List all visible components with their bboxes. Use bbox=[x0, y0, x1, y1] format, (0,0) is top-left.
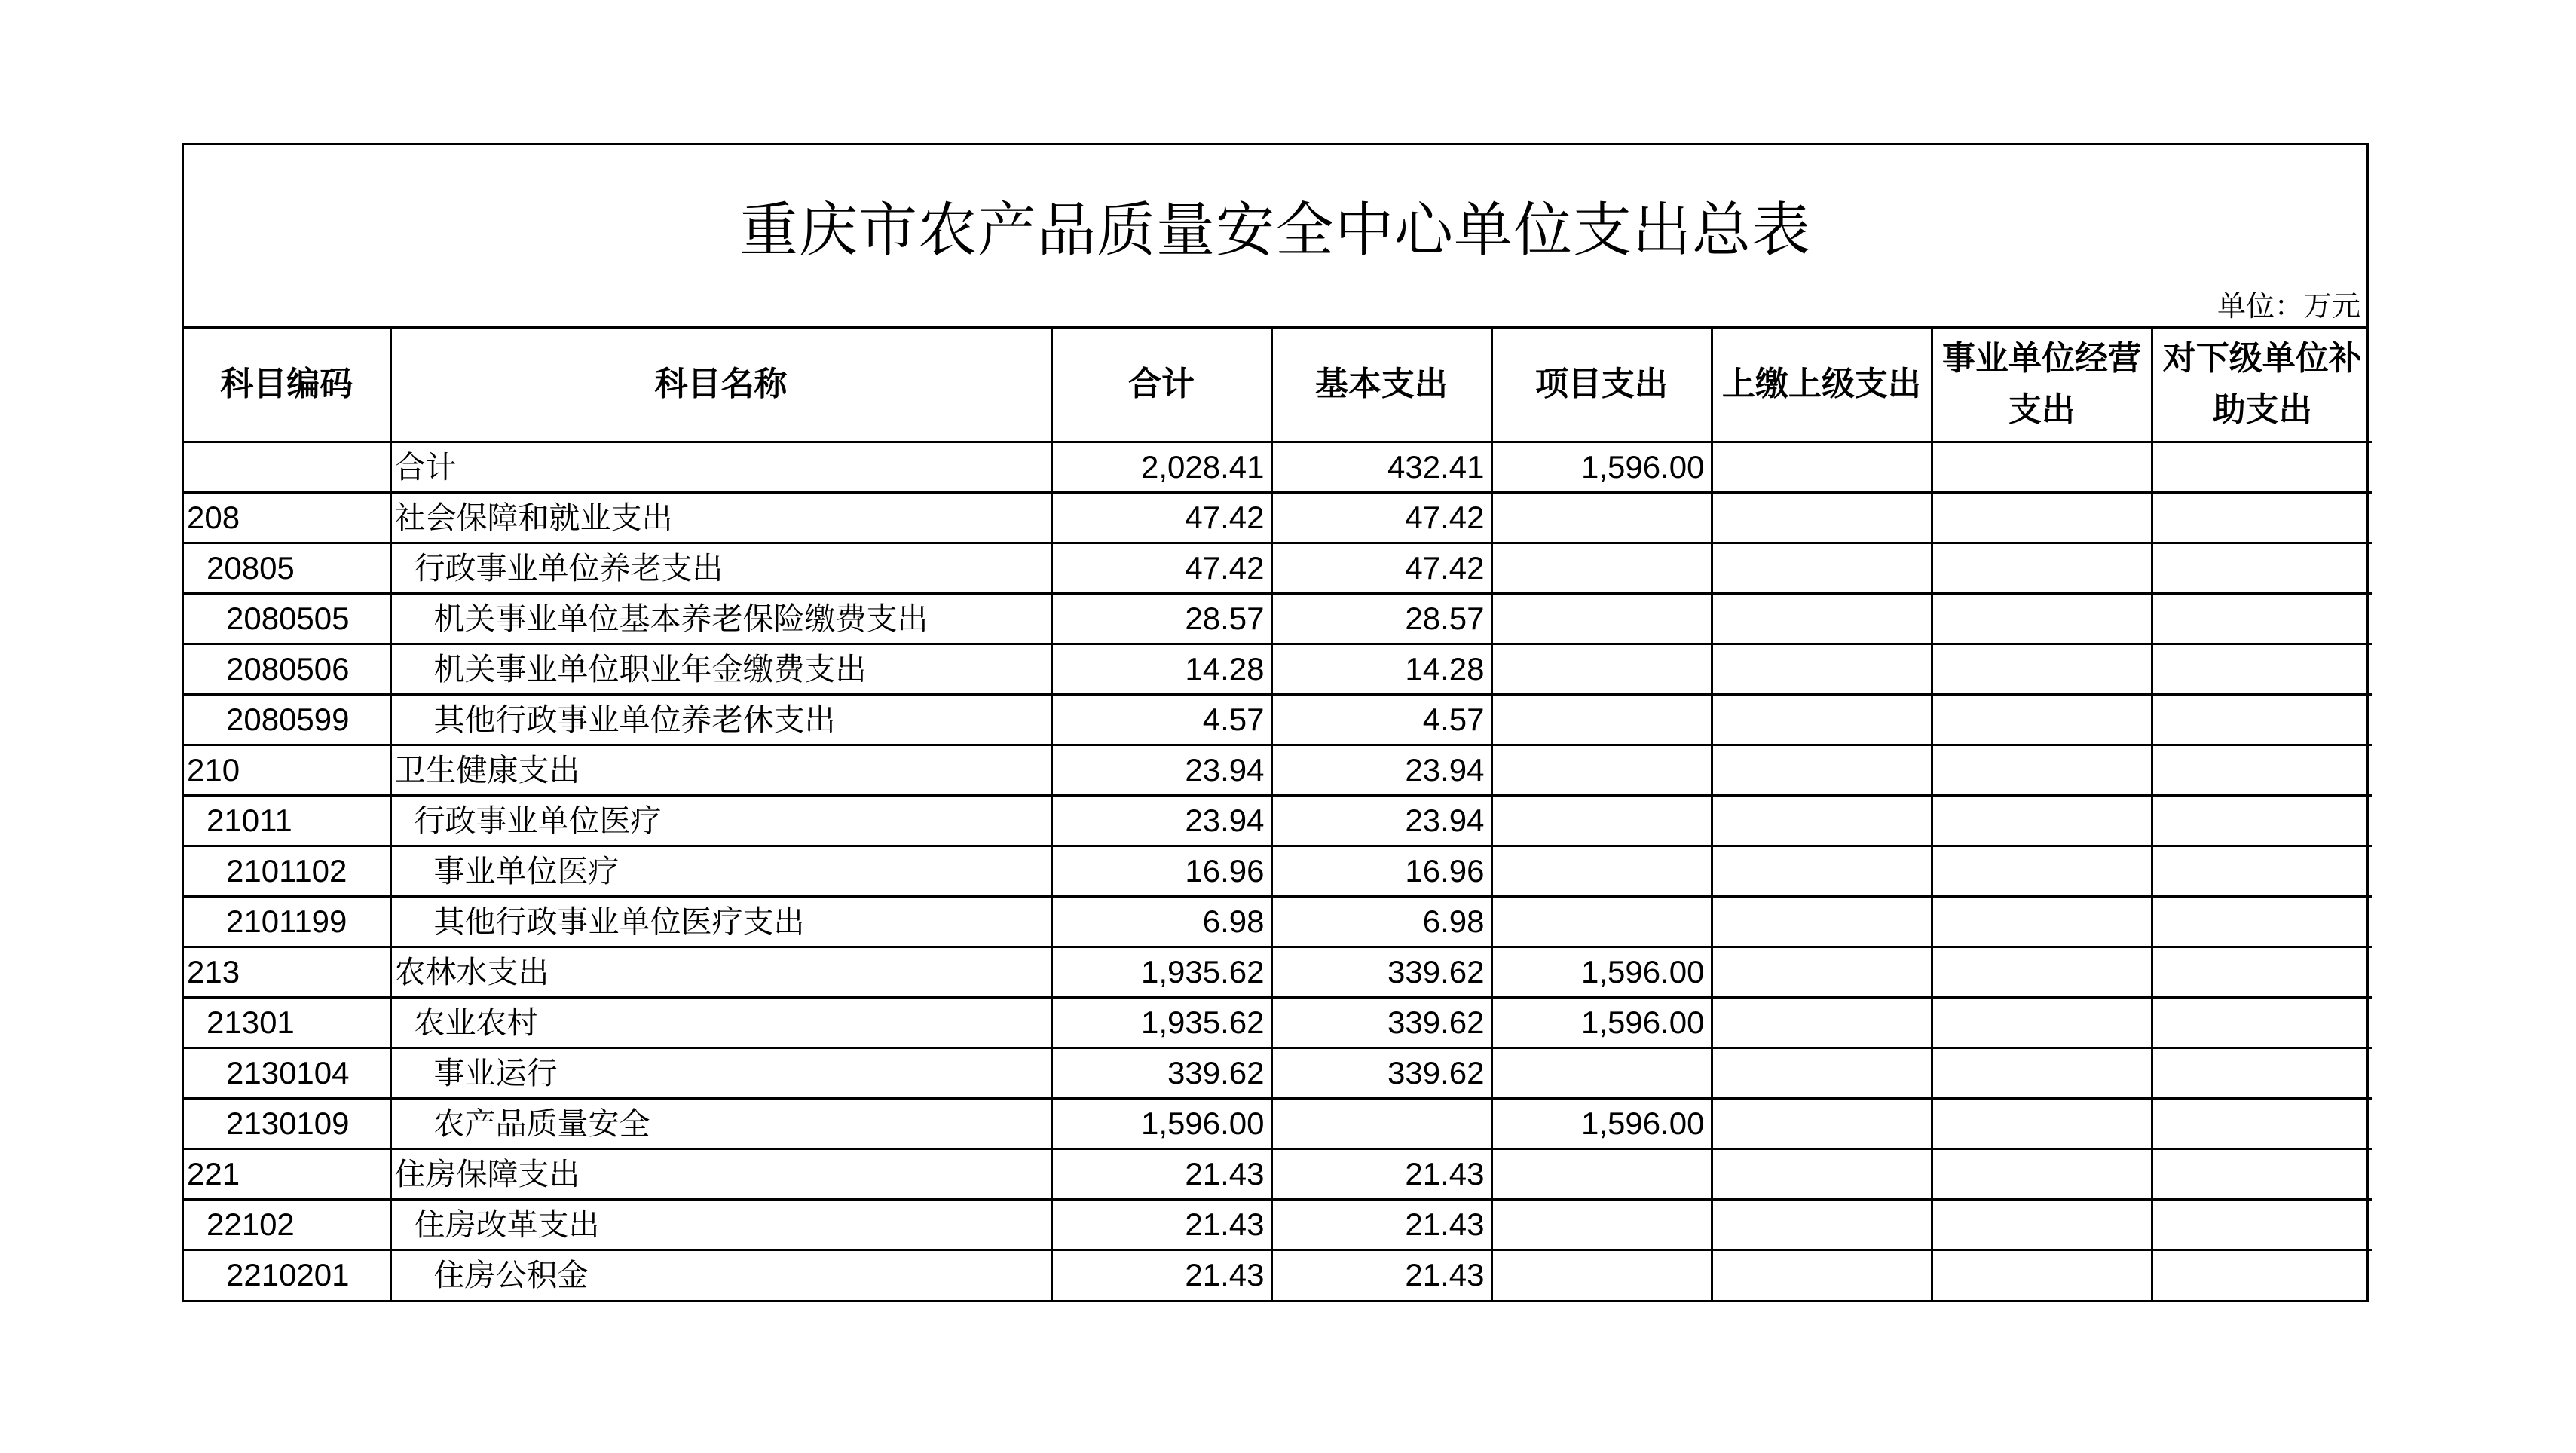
cell-basic: 23.94 bbox=[1271, 795, 1491, 846]
cell-code: 21011 bbox=[184, 795, 390, 846]
cell-code: 21301 bbox=[184, 997, 390, 1048]
cell-name: 行政事业单位医疗 bbox=[390, 795, 1051, 846]
cell-subsidy bbox=[2152, 745, 2372, 795]
column-header-business: 事业单位经营支出 bbox=[1932, 329, 2152, 442]
table-row bbox=[184, 795, 2372, 846]
cell-subsidy bbox=[2152, 1048, 2372, 1098]
cell-upper bbox=[1712, 1149, 1932, 1199]
table-row bbox=[184, 846, 2372, 896]
table-row bbox=[184, 896, 2372, 947]
cell-basic: 47.42 bbox=[1271, 492, 1491, 543]
cell-total: 23.94 bbox=[1051, 745, 1271, 795]
cell-total: 47.42 bbox=[1051, 492, 1271, 543]
cell-project bbox=[1491, 1199, 1712, 1250]
column-header-project: 项目支出 bbox=[1491, 329, 1712, 442]
cell-project bbox=[1491, 492, 1712, 543]
cell-project bbox=[1491, 1048, 1712, 1098]
cell-name: 住房改革支出 bbox=[390, 1199, 1051, 1250]
page-title: 重庆市农产品质量安全中心单位支出总表 bbox=[739, 197, 1811, 265]
cell-name: 住房公积金 bbox=[390, 1250, 1051, 1300]
cell-name: 机关事业单位基本养老保险缴费支出 bbox=[390, 593, 1051, 644]
cell-business bbox=[1932, 795, 2152, 846]
cell-project bbox=[1491, 795, 1712, 846]
cell-name: 机关事业单位职业年金缴费支出 bbox=[390, 644, 1051, 694]
cell-code: 208 bbox=[184, 492, 390, 543]
cell-subsidy bbox=[2152, 947, 2372, 997]
cell-subsidy bbox=[2152, 644, 2372, 694]
cell-project: 1,596.00 bbox=[1491, 1098, 1712, 1149]
table-row bbox=[184, 694, 2372, 745]
cell-project bbox=[1491, 593, 1712, 644]
cell-basic bbox=[1271, 1098, 1491, 1149]
cell-basic: 28.57 bbox=[1271, 593, 1491, 644]
table-row bbox=[184, 745, 2372, 795]
cell-total: 47.42 bbox=[1051, 543, 1271, 593]
cell-upper bbox=[1712, 1199, 1932, 1250]
table-row bbox=[184, 644, 2372, 694]
cell-project: 1,596.00 bbox=[1491, 442, 1712, 492]
cell-upper bbox=[1712, 947, 1932, 997]
cell-project bbox=[1491, 694, 1712, 745]
cell-project: 1,596.00 bbox=[1491, 997, 1712, 1048]
cell-business bbox=[1932, 1250, 2152, 1300]
expenditure-report bbox=[182, 143, 2369, 1302]
cell-business bbox=[1932, 694, 2152, 745]
cell-total: 1,935.62 bbox=[1051, 947, 1271, 997]
cell-code: 2101102 bbox=[184, 846, 390, 896]
cell-upper bbox=[1712, 442, 1932, 492]
cell-name: 社会保障和就业支出 bbox=[390, 492, 1051, 543]
cell-project bbox=[1491, 644, 1712, 694]
cell-business bbox=[1932, 644, 2152, 694]
cell-business bbox=[1932, 947, 2152, 997]
cell-code bbox=[184, 442, 390, 492]
cell-upper bbox=[1712, 1048, 1932, 1098]
cell-code: 2080505 bbox=[184, 593, 390, 644]
cell-code: 2130104 bbox=[184, 1048, 390, 1098]
cell-subsidy bbox=[2152, 997, 2372, 1048]
cell-name: 事业运行 bbox=[390, 1048, 1051, 1098]
cell-code: 2101199 bbox=[184, 896, 390, 947]
cell-total: 1,935.62 bbox=[1051, 997, 1271, 1048]
cell-basic: 47.42 bbox=[1271, 543, 1491, 593]
cell-subsidy bbox=[2152, 694, 2372, 745]
cell-upper bbox=[1712, 694, 1932, 745]
cell-name: 行政事业单位养老支出 bbox=[390, 543, 1051, 593]
expenditure-table bbox=[184, 329, 2372, 1300]
table-row bbox=[184, 947, 2372, 997]
cell-project: 1,596.00 bbox=[1491, 947, 1712, 997]
cell-basic: 16.96 bbox=[1271, 846, 1491, 896]
cell-total: 1,596.00 bbox=[1051, 1098, 1271, 1149]
cell-project bbox=[1491, 896, 1712, 947]
cell-basic: 23.94 bbox=[1271, 745, 1491, 795]
column-header-total: 合计 bbox=[1051, 329, 1271, 442]
table-body bbox=[184, 442, 2372, 1300]
cell-basic: 14.28 bbox=[1271, 644, 1491, 694]
unit-label: 单位：万元 bbox=[2217, 289, 2360, 323]
cell-upper bbox=[1712, 745, 1932, 795]
cell-subsidy bbox=[2152, 896, 2372, 947]
table-row bbox=[184, 1250, 2372, 1300]
cell-upper bbox=[1712, 644, 1932, 694]
cell-business bbox=[1932, 1098, 2152, 1149]
cell-upper bbox=[1712, 795, 1932, 846]
cell-code: 221 bbox=[184, 1149, 390, 1199]
cell-total: 21.43 bbox=[1051, 1149, 1271, 1199]
cell-upper bbox=[1712, 846, 1932, 896]
cell-upper bbox=[1712, 593, 1932, 644]
cell-code: 20805 bbox=[184, 543, 390, 593]
cell-total: 339.62 bbox=[1051, 1048, 1271, 1098]
cell-code: 2080599 bbox=[184, 694, 390, 745]
cell-business bbox=[1932, 442, 2152, 492]
cell-basic: 339.62 bbox=[1271, 997, 1491, 1048]
cell-project bbox=[1491, 543, 1712, 593]
cell-project bbox=[1491, 846, 1712, 896]
cell-basic: 21.43 bbox=[1271, 1250, 1491, 1300]
table-row bbox=[184, 543, 2372, 593]
cell-business bbox=[1932, 492, 2152, 543]
table-row bbox=[184, 1149, 2372, 1199]
table-row bbox=[184, 442, 2372, 492]
column-header-code: 科目编码 bbox=[184, 329, 390, 442]
cell-total: 6.98 bbox=[1051, 896, 1271, 947]
cell-basic: 21.43 bbox=[1271, 1199, 1491, 1250]
cell-upper bbox=[1712, 1250, 1932, 1300]
column-header-subsidy: 对下级单位补助支出 bbox=[2152, 329, 2372, 442]
cell-code: 2080506 bbox=[184, 644, 390, 694]
cell-name: 农产品质量安全 bbox=[390, 1098, 1051, 1149]
cell-subsidy bbox=[2152, 1098, 2372, 1149]
cell-code: 213 bbox=[184, 947, 390, 997]
cell-project bbox=[1491, 745, 1712, 795]
cell-basic: 339.62 bbox=[1271, 1048, 1491, 1098]
cell-name: 卫生健康支出 bbox=[390, 745, 1051, 795]
cell-subsidy bbox=[2152, 1199, 2372, 1250]
cell-upper bbox=[1712, 1098, 1932, 1149]
cell-business bbox=[1932, 1149, 2152, 1199]
table-row bbox=[184, 997, 2372, 1048]
cell-total: 23.94 bbox=[1051, 795, 1271, 846]
cell-code: 2210201 bbox=[184, 1250, 390, 1300]
cell-subsidy bbox=[2152, 1250, 2372, 1300]
cell-code: 2130109 bbox=[184, 1098, 390, 1149]
cell-project bbox=[1491, 1250, 1712, 1300]
cell-business bbox=[1932, 745, 2152, 795]
title-block bbox=[184, 145, 2366, 329]
cell-basic: 21.43 bbox=[1271, 1149, 1491, 1199]
cell-total: 14.28 bbox=[1051, 644, 1271, 694]
cell-name: 其他行政事业单位医疗支出 bbox=[390, 896, 1051, 947]
cell-business bbox=[1932, 593, 2152, 644]
column-header-basic: 基本支出 bbox=[1271, 329, 1491, 442]
cell-total: 28.57 bbox=[1051, 593, 1271, 644]
cell-code: 22102 bbox=[184, 1199, 390, 1250]
cell-subsidy bbox=[2152, 846, 2372, 896]
table-row bbox=[184, 1098, 2372, 1149]
column-header-name: 科目名称 bbox=[390, 329, 1051, 442]
cell-business bbox=[1932, 896, 2152, 947]
cell-subsidy bbox=[2152, 593, 2372, 644]
cell-upper bbox=[1712, 543, 1932, 593]
cell-upper bbox=[1712, 997, 1932, 1048]
header-row bbox=[184, 329, 2372, 442]
cell-subsidy bbox=[2152, 795, 2372, 846]
cell-subsidy bbox=[2152, 1149, 2372, 1199]
cell-business bbox=[1932, 997, 2152, 1048]
cell-project bbox=[1491, 1149, 1712, 1199]
cell-name: 事业单位医疗 bbox=[390, 846, 1051, 896]
cell-basic: 6.98 bbox=[1271, 896, 1491, 947]
cell-subsidy bbox=[2152, 492, 2372, 543]
cell-business bbox=[1932, 543, 2152, 593]
cell-name: 农林水支出 bbox=[390, 947, 1051, 997]
cell-total: 4.57 bbox=[1051, 694, 1271, 745]
cell-basic: 339.62 bbox=[1271, 947, 1491, 997]
cell-basic: 432.41 bbox=[1271, 442, 1491, 492]
cell-total: 16.96 bbox=[1051, 846, 1271, 896]
cell-name: 其他行政事业单位养老休支出 bbox=[390, 694, 1051, 745]
cell-business bbox=[1932, 846, 2152, 896]
cell-code: 210 bbox=[184, 745, 390, 795]
table-row bbox=[184, 1199, 2372, 1250]
table-row bbox=[184, 1048, 2372, 1098]
cell-subsidy bbox=[2152, 543, 2372, 593]
table-row bbox=[184, 593, 2372, 644]
cell-upper bbox=[1712, 492, 1932, 543]
cell-name: 农业农村 bbox=[390, 997, 1051, 1048]
cell-total: 2,028.41 bbox=[1051, 442, 1271, 492]
column-header-upper: 上缴上级支出 bbox=[1712, 329, 1932, 442]
cell-business bbox=[1932, 1199, 2152, 1250]
cell-name: 住房保障支出 bbox=[390, 1149, 1051, 1199]
cell-basic: 4.57 bbox=[1271, 694, 1491, 745]
cell-name: 合计 bbox=[390, 442, 1051, 492]
cell-upper bbox=[1712, 896, 1932, 947]
cell-total: 21.43 bbox=[1051, 1250, 1271, 1300]
cell-total: 21.43 bbox=[1051, 1199, 1271, 1250]
cell-subsidy bbox=[2152, 442, 2372, 492]
table-row bbox=[184, 492, 2372, 543]
cell-business bbox=[1932, 1048, 2152, 1098]
